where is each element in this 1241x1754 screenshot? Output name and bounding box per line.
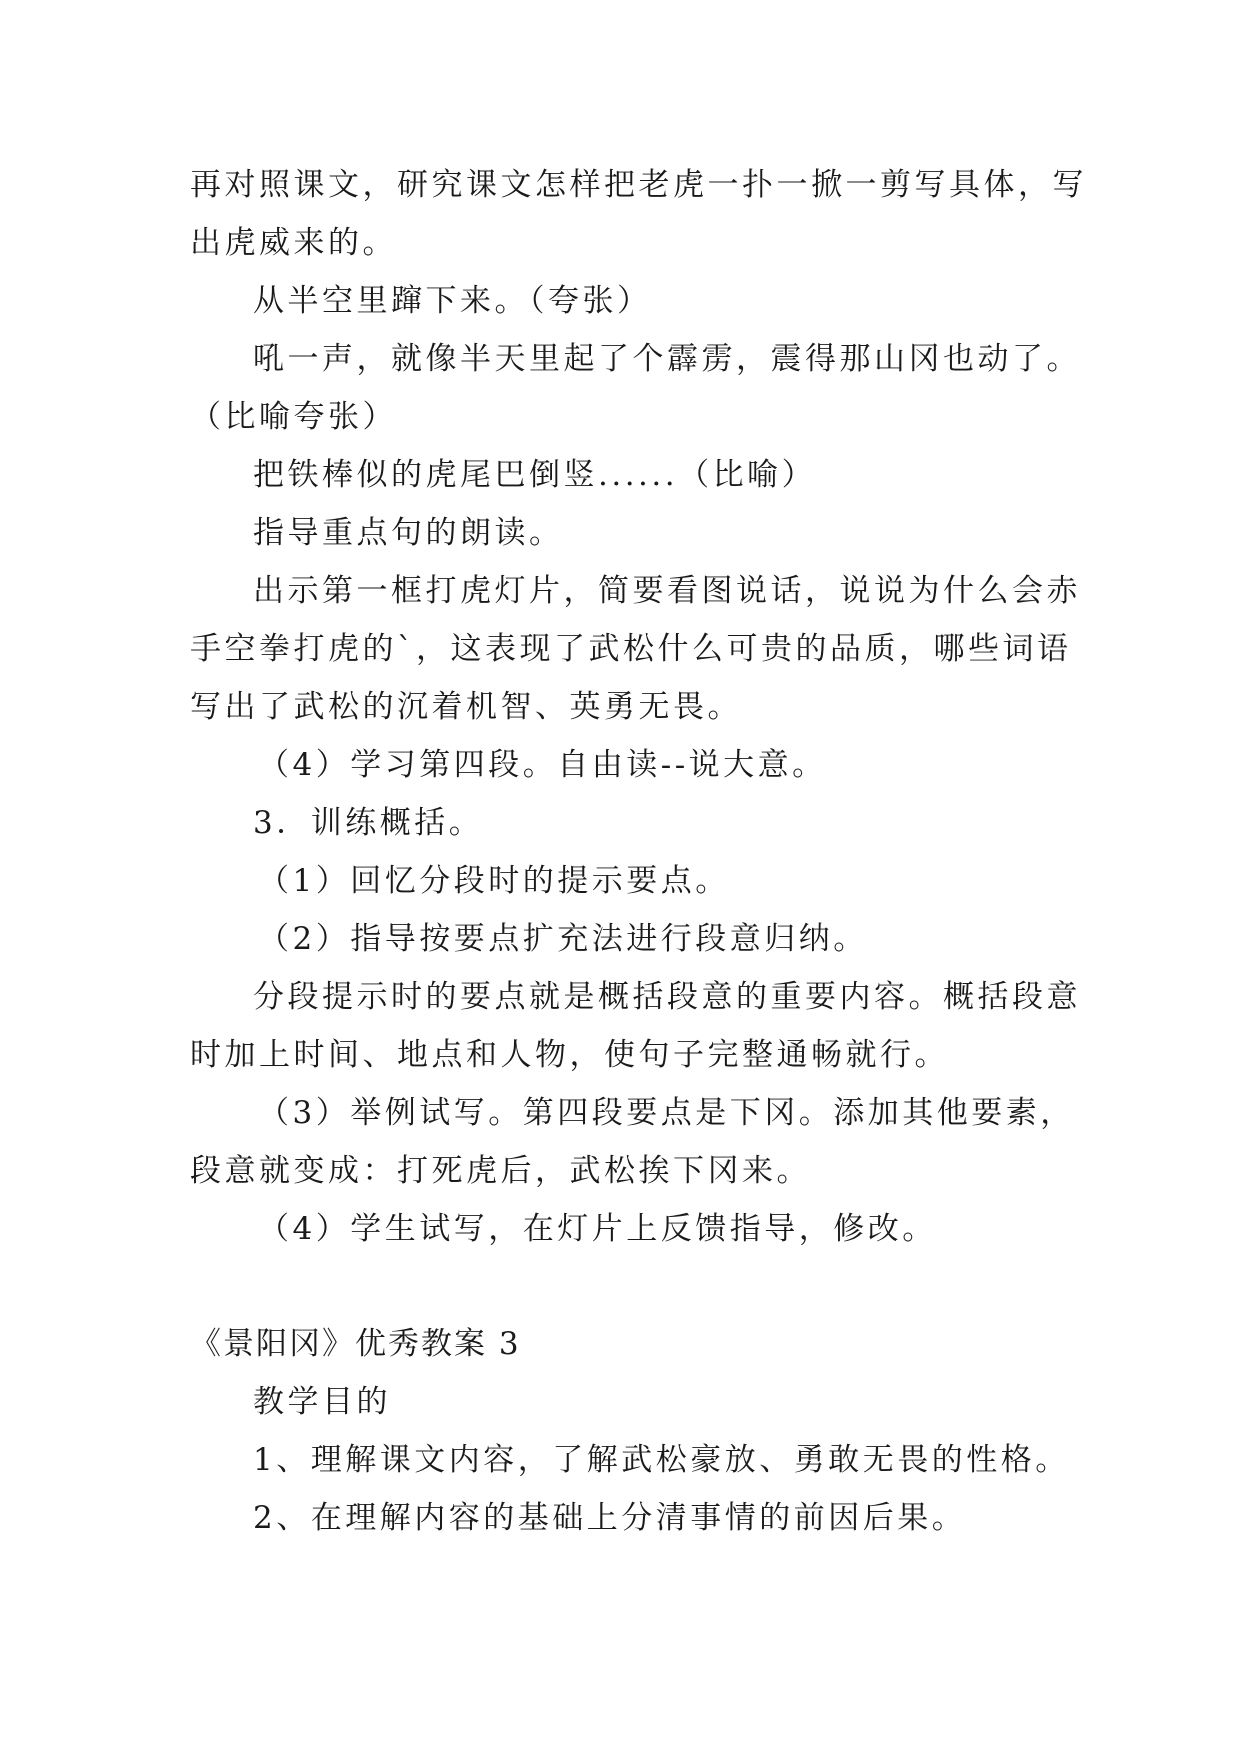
text-line: 把铁棒似的虎尾巴倒竖......（比喻） <box>253 457 817 493</box>
text-line: 再对照课文，研究课文怎样把老虎一扑一掀一剪写具体，写 <box>190 167 1087 203</box>
text-line: （3）举例试写。第四段要点是下冈。添加其他要素， <box>258 1095 1075 1131</box>
text-line: 1、理解课文内容，了解武松豪放、勇敢无畏的性格。 <box>253 1442 1070 1478</box>
text-line: （2）指导按要点扩充法进行段意归纳。 <box>258 921 868 957</box>
text-line: 2、在理解内容的基础上分清事情的前因后果。 <box>253 1500 967 1536</box>
text-line: 分段提示时的要点就是概括段意的重要内容。概括段意 <box>253 979 1081 1015</box>
text-line: 3．训练概括。 <box>253 805 484 841</box>
section-heading: 《景阳冈》优秀教案 3 <box>190 1326 521 1362</box>
text-line: 出示第一框打虎灯片，简要看图说话，说说为什么会赤 <box>253 573 1081 609</box>
text-line: 出虎威来的。 <box>190 225 397 261</box>
text-line: 时加上时间、地点和人物，使句子完整通畅就行。 <box>190 1037 949 1073</box>
text-line: （4）学生试写，在灯片上反馈指导，修改。 <box>258 1211 937 1247</box>
text-line: 吼一声，就像半天里起了个霹雳，震得那山冈也动了。 <box>253 341 1081 377</box>
text-line: （1）回忆分段时的提示要点。 <box>258 863 730 899</box>
text-line: 教学目的 <box>253 1384 391 1420</box>
text-line: 手空拳打虎的`，这表现了武松什么可贵的品质，哪些词语 <box>190 631 1072 667</box>
text-line: 从半空里蹿下来。（夸张） <box>253 283 652 319</box>
text-line: 写出了武松的沉着机智、英勇无畏。 <box>190 689 742 725</box>
text-line: 指导重点句的朗读。 <box>253 515 564 551</box>
text-line: （比喻夸张） <box>190 399 397 435</box>
text-line: 段意就变成：打死虎后，武松挨下冈来。 <box>190 1153 811 1189</box>
text-line: （4）学习第四段。自由读--说大意。 <box>258 747 827 783</box>
